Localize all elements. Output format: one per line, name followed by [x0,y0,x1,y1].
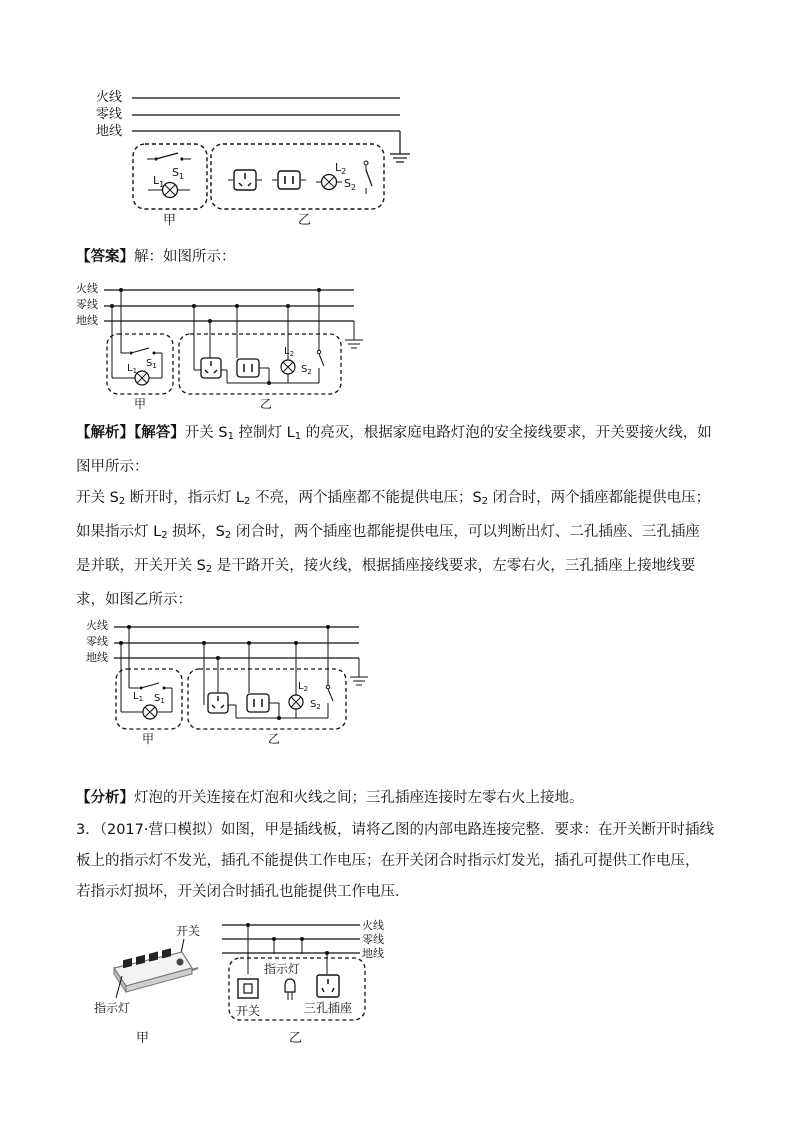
wire-label-neutral: 零线 [96,107,123,122]
lamp-l2-icon [281,360,295,374]
switch-s2 [364,161,372,194]
label-l2-sub: 2 [341,167,347,176]
subscript: 2 [205,564,213,575]
subscript: 2 [224,530,232,541]
switch-box-icon [238,979,258,998]
indicator-light-icon [285,979,295,1000]
switch-s2 [317,290,324,383]
label-yi: 乙 [298,213,312,228]
question-3-line-1: 3．（2017·营口模拟）如图，甲是插线板，请将乙图的内部电路连接完整．要求：在开关断开时插线 [76,822,714,838]
svg-text:S1 [154,693,165,705]
wire-label-live: 火线 [96,90,123,105]
circuit-diagram-explanation [84,615,384,750]
svg-text:L1 [127,363,137,375]
three-hole-socket-icon [208,693,228,713]
label-jia: 甲 [163,213,177,228]
svg-text:S2 [301,364,312,376]
label-switch-circuit: 开关 [236,1004,261,1018]
label-l1-sub: 1 [132,367,138,375]
analysis-paragraph [76,418,726,616]
text: 图甲所示： [76,459,149,475]
label-l1-sub: 1 [138,695,144,703]
text: 的亮灭，根据家庭电路灯泡的安全接线要求，开关要接火线，如 [301,425,712,441]
label-s1: S [146,358,153,369]
answer-line [76,242,726,273]
three-hole-socket-icon [201,358,221,378]
two-hole-socket-icon [247,694,269,712]
circuit-diagram-question [90,84,420,229]
three-hole-socket-icon [317,975,339,997]
label-s2: S [310,699,317,710]
text: 求，如图乙所示： [76,592,192,608]
svg-text:L1 [133,691,143,703]
wire-label-neutral: 零线 [76,298,98,311]
text: 不亮，两个插座都不能提供电压；S [250,490,482,506]
label-l1-sub: 1 [159,180,165,189]
label-indicator: 指示灯 [94,1001,131,1015]
label-l2: L [284,346,290,357]
label-l1: L [133,691,139,702]
ground-symbol [350,658,368,685]
solution-tag: 【解答】 [134,425,185,441]
switch-s2 [326,627,333,718]
two-hole-socket-icon [272,171,306,189]
label-l2: L [298,681,304,692]
text: 开关 S [76,490,119,506]
lamp-l2-icon [289,695,303,709]
label-jia: 甲 [134,397,147,411]
label-l2: L [335,161,342,174]
lamp-l1-icon [135,371,149,385]
summary-tag: 【分析】 [76,790,134,806]
svg-text:L2 [284,346,294,358]
text: 控制灯 L [233,425,295,441]
power-strip-figure [92,918,392,1048]
svg-text:S2 [344,177,356,192]
label-jia: 甲 [136,1031,150,1046]
wire-label-live: 火线 [86,619,108,632]
lamp-l2-icon [316,175,342,190]
two-hole-socket-icon [237,359,259,377]
three-hole-socket-icon [228,170,262,190]
label-l2-sub: 2 [289,350,295,358]
lamp-l1-icon [143,705,157,719]
svg-text:S1 [172,166,184,181]
summary-line [76,783,726,814]
label-s2: S [301,364,308,375]
text: 断开时，指示灯 L [125,490,244,506]
subscript: 2 [161,530,168,541]
label-s2-sub: 2 [316,703,321,711]
label-s1: S [154,693,161,704]
wire-label-neutral: 零线 [362,933,384,946]
subscript: 2 [481,496,489,507]
question-3-line-2: 板上的指示灯不发光，插孔不能提供工作电压；在开关闭合时指示灯发光，插孔可提供工作电压， [76,853,700,869]
text: 是并联，开关开关 S [76,558,206,574]
svg-text:L2 [298,681,308,693]
wire-label-neutral: 零线 [86,635,108,648]
analysis-tag: 【解析】 [76,425,134,441]
ground-symbol [390,131,410,162]
answer-tag: 【答案】 [76,249,134,265]
text: 闭合时，两个插座也都能提供电压，可以判断出灯、二孔插座、三孔插座 [231,524,700,540]
wire-label-ground: 地线 [76,314,98,327]
label-yi: 乙 [260,397,273,411]
summary-text: 灯泡的开关连接在灯泡和火线之间；三孔插座连接时左零右火上接地。 [134,790,584,806]
question-3-line-3: 若指示灯损坏，开关闭合时插孔也能提供工作电压． [76,884,410,900]
text: 如果指示灯 L [76,524,162,540]
label-l1: L [153,174,160,187]
label-l2-sub: 2 [303,685,309,693]
label-s1: S [172,166,179,179]
answer-text: 解：如图所示： [134,249,236,265]
subscript: 2 [244,496,251,507]
text: 开关 S [184,425,228,441]
label-s1-sub: 1 [160,697,165,705]
label-s1-sub: 1 [152,362,157,370]
wire-label-ground: 地线 [86,651,108,664]
wire-label-ground: 地线 [362,947,384,960]
junction-dots [119,625,330,720]
text: 损坏，S [167,524,225,540]
wire-label-live: 火线 [362,919,384,932]
circuit-diagram-answer [74,278,374,413]
label-yi: 乙 [268,732,281,746]
svg-text:S2 [310,699,321,711]
label-jia: 甲 [142,732,155,746]
ground-symbol [345,321,363,348]
box-yi [188,669,346,729]
label-l1: L [127,363,133,374]
label-s1-sub: 1 [178,172,185,181]
text: 是干路开关，接火线，根据插座接线要求，左零右火，三孔插座上接地线要 [212,558,696,574]
box-yi [179,334,341,394]
label-s2: S [344,177,351,190]
power-strip-illustration [114,948,198,992]
label-yi: 乙 [289,1031,303,1046]
box-jia [133,144,207,209]
wire-label-live: 火线 [76,282,98,295]
label-s2-sub: 2 [307,368,312,376]
subscript: 1 [227,431,234,442]
svg-text:S1 [146,358,157,370]
switch-s1 [147,153,191,161]
svg-text:L2 [335,161,346,176]
label-s2-sub: 2 [350,183,357,192]
subscript: 1 [294,431,302,442]
label-switch: 开关 [176,924,201,938]
wire-label-ground: 地线 [96,124,123,139]
label-indicator-circuit: 指示灯 [264,962,301,976]
box-yi [211,144,384,209]
question-3 [76,815,726,908]
label-three-hole-socket: 三孔插座 [304,1001,353,1015]
subscript: 2 [118,496,126,507]
text: 闭合时，两个插座都能提供电压； [488,490,711,506]
